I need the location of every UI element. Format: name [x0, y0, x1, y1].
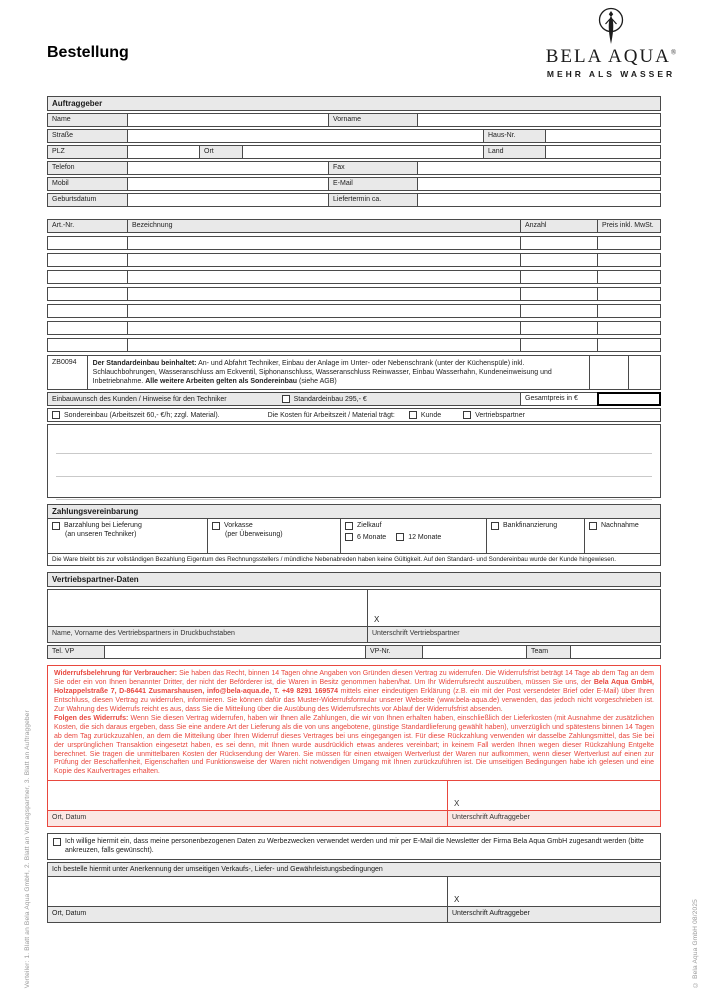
artnr-input[interactable] [47, 321, 128, 335]
gesamtpreis-label: Gesamtpreis in € [520, 392, 598, 406]
standardeinbau-row [47, 355, 661, 390]
standardeinbau-preis-input[interactable] [628, 355, 661, 390]
vp-signature-field[interactable] [368, 590, 660, 626]
zielkauf-option [341, 519, 487, 553]
copyright-note: © Bela Aqua GmbH 08/2025 [692, 898, 699, 988]
section-auftraggeber [47, 96, 661, 207]
row-plz [47, 145, 661, 159]
widerruf-x-mark: X [454, 799, 460, 809]
row-geburtsdatum [47, 193, 661, 207]
preis-column-header: Preis inkl. MwSt. [597, 219, 661, 233]
vorkasse-label: Vorkasse [224, 522, 253, 530]
preis-input[interactable] [597, 321, 661, 335]
article-row [47, 321, 661, 335]
zielkauf-checkbox[interactable] [345, 522, 353, 530]
bezeichnung-input[interactable] [127, 270, 521, 284]
zielkauf-12monate-label: 12 Monate [408, 533, 442, 541]
liefertermin-input[interactable] [417, 193, 661, 207]
plz-input[interactable] [127, 145, 200, 159]
widerruf-ort-datum-input[interactable] [48, 781, 448, 810]
vorname-input[interactable] [417, 113, 661, 127]
mobil-label: Mobil [47, 177, 128, 191]
vp-team-label: Team [526, 645, 571, 659]
sondereinbau-cell [47, 408, 661, 422]
standardeinbau-option-label: Standardeinbau 295,- € [293, 395, 367, 403]
artnr-column-header: Art.-Nr. [47, 219, 128, 233]
bankfinanzierung-checkbox[interactable] [491, 522, 499, 530]
preis-input[interactable] [597, 287, 661, 301]
distribution-note: Verteiler: 1. Blatt an Bela Aqua GmbH, 2. Blatt an Vertragspartner, 3. Blatt an Auftraggeber [24, 709, 31, 988]
geburtsdatum-input[interactable] [127, 193, 329, 207]
vorkasse-checkbox[interactable] [212, 522, 220, 530]
sondereinbau-checkbox[interactable] [52, 411, 60, 419]
vp-sig-label: Unterschrift Vertriebspartner [372, 630, 460, 638]
artnr-input[interactable] [47, 338, 128, 352]
liefertermin-label: Liefertermin ca. [328, 193, 418, 207]
zahlung-header: Zahlungsvereinbarung [48, 505, 660, 519]
widerruf-ort-label: Ort, Datum [48, 811, 448, 826]
kunde-option-label: Kunde [420, 411, 442, 419]
nachnahme-checkbox[interactable] [589, 522, 597, 530]
order-ort-label: Ort, Datum [48, 907, 448, 922]
email-label: E-Mail [328, 177, 418, 191]
order-sig-label: Unterschrift Auftraggeber [452, 909, 530, 917]
brand-name: BELA AQUA® [545, 46, 677, 67]
vorname-label: Vorname [328, 113, 418, 127]
hausnr-input[interactable] [545, 129, 661, 143]
einbauwunsch-cell [47, 392, 521, 406]
row-mobil [47, 177, 661, 191]
preis-input[interactable] [597, 253, 661, 267]
telefon-label: Telefon [47, 161, 128, 175]
standardeinbau-artnr: ZB0094 [47, 355, 88, 390]
vp-signature-block [47, 589, 661, 643]
bezeichnung-input[interactable] [127, 338, 521, 352]
widerruf-text [48, 666, 660, 780]
name-input[interactable] [127, 113, 329, 127]
bezeichnung-input[interactable] [127, 236, 521, 250]
land-label: Land [483, 145, 546, 159]
vp-x-mark: X [374, 615, 380, 625]
bezeichnung-column-header: Bezeichnung [127, 219, 521, 233]
anzahl-input[interactable] [520, 321, 598, 335]
nachnahme-option [585, 519, 660, 553]
zielkauf-6monate-checkbox[interactable] [345, 533, 353, 541]
article-row [47, 236, 661, 250]
newsletter-consent-text: Ich willige hiermit ein, dass meine personenbezogenen Daten zu Werbezwecken verwendet werden und mir per E-Mail die Newsletter der Firma Bela Aqua GmbH zugesandt werden (bitte ankreuzen, falls gewünscht). [65, 838, 644, 855]
section-vertriebspartner [47, 572, 661, 659]
anzahl-input[interactable] [520, 287, 598, 301]
section-widerrufsbelehrung [47, 665, 661, 827]
ort-label: Ort [199, 145, 243, 159]
nachnahme-label: Nachnahme [601, 522, 639, 530]
sondereinbau-option-label: Sondereinbau (Arbeitszeit 60,- €/h; zzgl. Material). [64, 411, 220, 419]
anzahl-input[interactable] [520, 270, 598, 284]
anzahl-input[interactable] [520, 304, 598, 318]
vp-name-label: Name, Vorname des Vertriebspartners in Druckbuchstaben [48, 627, 368, 642]
row-name [47, 113, 661, 127]
articles-header-row [47, 219, 661, 233]
article-row [47, 304, 661, 318]
vp-header: Vertriebspartner-Daten [47, 572, 661, 587]
preis-input[interactable] [597, 236, 661, 250]
bezeichnung-input[interactable] [127, 321, 521, 335]
fax-label: Fax [328, 161, 418, 175]
email-input[interactable] [417, 177, 661, 191]
bankfinanzierung-label: Bankfinanzierung [503, 522, 558, 530]
row-telefon [47, 161, 661, 175]
vp-tel-input[interactable] [104, 645, 366, 659]
artnr-input[interactable] [47, 253, 128, 267]
hausnr-label: Haus-Nr. [483, 129, 546, 143]
article-row [47, 253, 661, 267]
widerruf-signature-field[interactable] [448, 781, 660, 810]
strasse-input[interactable] [127, 129, 484, 143]
artnr-input[interactable] [47, 270, 128, 284]
widerruf-paragraph-1: Widerrufsbelehrung für Verbraucher: Sie haben das Recht, binnen 14 Tagen ohne Angaben von Gründen diesen Vertrag zu widerrufen. Die Widerrufsfrist beträgt 14 Tage ab dem Tag an dem Sie oder ein von Ihnen benannter Dritter, der nicht der Beförderer ist, die Waren in Besitz genommen haben/hat. Um Ihr Widerrufsrecht auszuüben, müssen Sie uns, der Bela Aqua GmbH, Holzappelstraße 7, D-86441 Zusmarshausen, info@bela-aqua.de, T. +49 8291 169574 mittels einer eindeutigen Erklärung (z.B. ein mit der Post versendeter Brief oder E-Mail) über Ihren Entschluss, diesen Vertrag zu widerrufen, informieren. Sie können dafür das Muster-Widerrufsformular unserer Webseite (www.bela-aqua.de) verwenden, das jedoch nicht vorgeschrieben ist. Zur Wahrung des Widerrufs reicht es aus, dass Sie die Mitteilung über die Ausübung des Widerrufsrechts vor Ablauf der Widerrufsfrist absenden. [54, 670, 654, 713]
order-x-mark: X [454, 894, 460, 904]
article-row [47, 270, 661, 284]
anzahl-input[interactable] [520, 253, 598, 267]
vertriebspartner-option-label: Vertriebspartner [475, 411, 525, 419]
order-ort-datum-input[interactable] [48, 877, 448, 906]
vorkasse-sublabel: (per Überweisung) [225, 531, 283, 539]
page-title: Bestellung [47, 44, 129, 61]
row-strasse [47, 129, 661, 143]
barzahlung-label: Barzahlung bei Lieferung [64, 522, 142, 530]
einbauwunsch-row [47, 392, 661, 406]
article-row [47, 338, 661, 352]
vp-nr-label: VP-Nr. [365, 645, 423, 659]
gesamtpreis-input[interactable] [597, 392, 661, 406]
widerruf-paragraph-2: Folgen des Widerrufs: Wenn Sie diesen Vertrag widerrufen, haben wir Ihnen alle Zahlungen, die wir von Ihnen erhalten haben, einschließlich der Lieferkosten (mit Ausnahme der zusätzlichen Kosten, die sich daraus ergeben, dass Sie eine andere Art der Lieferung als die von uns angebotene, günstige Standardlieferung gewählt haben), unverzüglich und spätestens binnen 14 Tagen ab dem Tag zurückzuzahlen, an dem die Mitteilung über Ihren Widerruf dieses Vertrages bei uns eingegangen ist. Für diese Rückzahlung verwenden wir dasselbe Zahlungsmittel, das Sie bei der ursprünglichen Transaktion eingesetzt haben, es sei denn, mit Ihnen wurde ausdrücklich etwas anderes vereinbart; in keinem Fall werden Ihnen wegen dieser Rückzahlung Entgelte berechnet. Sie tragen die unmittelbaren Kosten der Rücksendung der Waren. Sie müssen für einen etwaigen Wertverlust der Waren nur aufkommen, wenn dieser Wertverlust auf einen zur Prüfung der Beschaffenheit, Eigenschaften und Funktionsweise der Waren nicht notwendigen Umgang mit Ihnen zurückzuführen ist. Die umseitigen Bedingungen habe ich gelesen und eine Kopie des Kaufvertrages erhalten. [54, 715, 654, 776]
barzahlung-sublabel: (an unseren Techniker) [65, 531, 137, 539]
vertriebspartner-checkbox[interactable] [463, 411, 471, 419]
newsletter-consent-checkbox[interactable] [53, 838, 61, 846]
standardeinbau-checkbox[interactable] [282, 395, 290, 403]
artnr-input[interactable] [47, 304, 128, 318]
widerruf-sig-label: Unterschrift Auftraggeber [452, 814, 530, 822]
zahlung-footnote: Die Ware bleibt bis zur vollständigen Bezahlung Eigentum des Rechnungsstellers / mündliche Nebenabreden haben keine Gültigkeit. Auf den Standard- und Sondereinbau wurde der Kunde hingewiesen. [48, 553, 660, 565]
barzahlung-checkbox[interactable] [52, 522, 60, 530]
fax-input[interactable] [417, 161, 661, 175]
standardeinbau-description: Der Standardeinbau beinhaltet: An- und Abfahrt Techniker, Einbau der Anlage im Unter- oder Nebenschrank (unter der Küchenspüle) inkl. Schlauchbohrungen, Wasseranschluss am Eckventil, Siphonanschluss, Wasseranschluss Reinwasser, Einbau Wasserhahn, Kundeneinweisung und Inbetriebnahme. Alle weitere Arbeiten gelten als Sondereinbau (siehe AGB) [87, 355, 591, 390]
note-line [56, 477, 652, 500]
strasse-label: Straße [47, 129, 128, 143]
section-articles [47, 219, 661, 498]
barzahlung-option [48, 519, 208, 553]
geburtsdatum-label: Geburtsdatum [47, 193, 128, 207]
anzahl-input[interactable] [520, 338, 598, 352]
bezeichnung-input[interactable] [127, 304, 521, 318]
note-line [56, 431, 652, 454]
section-newsletter-consent [47, 833, 661, 860]
registered-mark: ® [670, 48, 677, 57]
vp-name-input[interactable] [48, 590, 368, 626]
order-signature-field[interactable] [448, 877, 660, 906]
bezeichnung-input[interactable] [127, 287, 521, 301]
einbauwunsch-label: Einbauwunsch des Kunden / Hinweise für den Techniker [52, 395, 227, 403]
telefon-input[interactable] [127, 161, 329, 175]
artnr-input[interactable] [47, 236, 128, 250]
sondereinbau-row [47, 408, 661, 422]
zielkauf-6monate-label: 6 Monate [357, 533, 387, 541]
preis-input[interactable] [597, 270, 661, 284]
auftraggeber-header: Auftraggeber [47, 96, 661, 111]
bezeichnung-input[interactable] [127, 253, 521, 267]
land-input[interactable] [545, 145, 661, 159]
zielkauf-label: Zielkauf [357, 522, 382, 530]
ort-input[interactable] [242, 145, 484, 159]
zielkauf-12monate-checkbox[interactable] [396, 533, 404, 541]
brand-logo [531, 6, 691, 79]
artnr-input[interactable] [47, 287, 128, 301]
brand-tagline: MEHR ALS WASSER [546, 69, 676, 79]
standardeinbau-anzahl-input[interactable] [589, 355, 628, 390]
section-zahlungsvereinbarung [47, 504, 661, 566]
vp-team-input[interactable] [570, 645, 661, 659]
kosten-label: Die Kosten für Arbeitszeit / Material trägt: [267, 411, 395, 419]
preis-input[interactable] [597, 304, 661, 318]
vp-contact-row [47, 645, 661, 659]
preis-input[interactable] [597, 338, 661, 352]
vorkasse-option [208, 519, 341, 553]
mobil-input[interactable] [127, 177, 329, 191]
order-statement: Ich bestelle hiermit unter Anerkennung der umseitigen Verkaufs-, Liefer- und Gewährleistungsbedingungen [48, 863, 660, 877]
bela-aqua-figure-icon [593, 6, 629, 50]
article-row [47, 287, 661, 301]
kunde-checkbox[interactable] [409, 411, 417, 419]
bankfinanzierung-option [487, 519, 585, 553]
notes-area[interactable] [47, 424, 661, 498]
plz-label: PLZ [47, 145, 128, 159]
name-label: Name [47, 113, 128, 127]
vp-tel-label: Tel. VP [47, 645, 105, 659]
anzahl-input[interactable] [520, 236, 598, 250]
note-line [56, 454, 652, 477]
vp-nr-input[interactable] [422, 645, 527, 659]
section-order-signature [47, 862, 661, 923]
anzahl-column-header: Anzahl [520, 219, 598, 233]
